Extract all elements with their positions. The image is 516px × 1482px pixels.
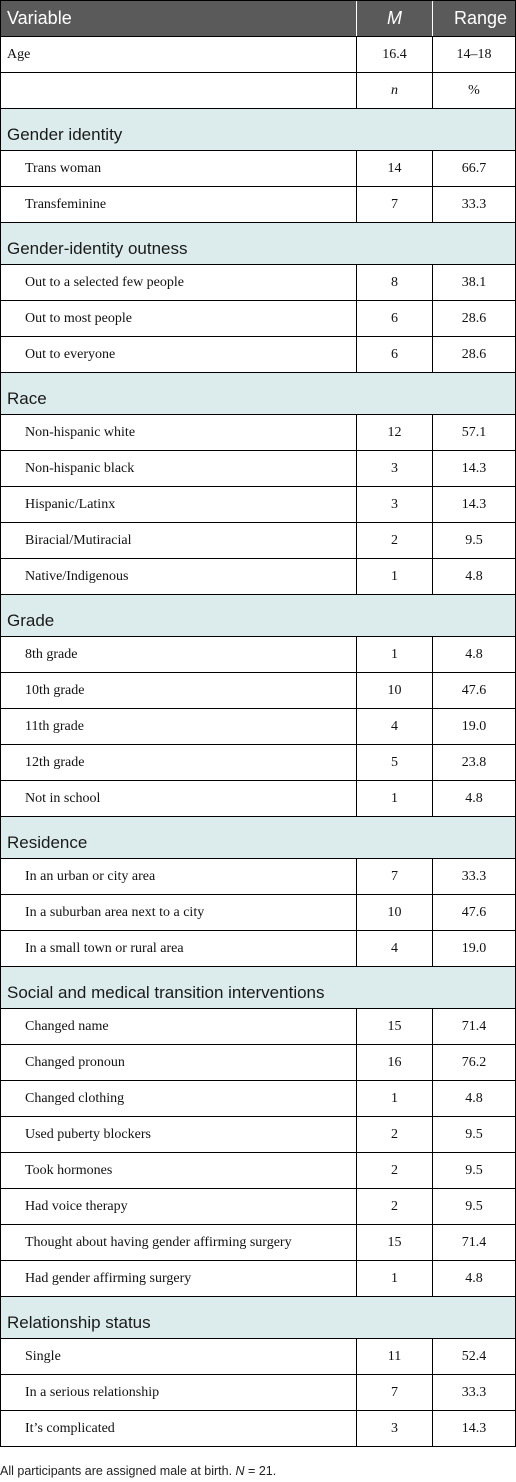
row-label: Transfeminine	[25, 196, 107, 212]
row-label: In a small town or rural area	[25, 940, 184, 956]
table-row	[0, 37, 516, 73]
table-row	[0, 745, 516, 781]
table-row	[0, 637, 516, 673]
row-pct: 9.5	[432, 1117, 515, 1152]
row-label: Took hormones	[25, 1162, 113, 1178]
row-label: Changed pronoun	[25, 1054, 125, 1070]
row-label: It’s complicated	[25, 1420, 115, 1436]
row-n: 2	[356, 1153, 432, 1188]
row-label: Not in school	[25, 790, 101, 806]
row-n: n	[356, 73, 432, 108]
section-heading: Social and medical transition interventions	[0, 967, 516, 1009]
row-n: 7	[356, 859, 432, 894]
row-pct: 33.3	[432, 859, 515, 894]
row-n: 11	[356, 1339, 432, 1374]
row-label: Trans woman	[25, 160, 102, 176]
row-label: In an urban or city area	[25, 868, 156, 884]
section-heading: Gender identity	[0, 109, 516, 151]
table-footnote	[0, 1464, 276, 1478]
section-heading: Race	[0, 373, 516, 415]
row-pct: 47.6	[432, 895, 515, 930]
row-n: 5	[356, 745, 432, 780]
row-pct: 4.8	[432, 637, 515, 672]
row-pct: 4.8	[432, 1261, 515, 1296]
table-row	[0, 931, 516, 967]
table-header-row	[0, 0, 516, 37]
row-pct: 4.8	[432, 1081, 515, 1116]
row-label: Out to a selected few people	[25, 274, 184, 290]
row-pct: 71.4	[432, 1225, 515, 1260]
row-n: 7	[356, 1375, 432, 1410]
row-label: In a serious relationship	[25, 1384, 160, 1400]
row-n: 16	[356, 1045, 432, 1080]
footnote-n-label: N	[235, 1464, 245, 1478]
row-n: 16.4	[356, 37, 432, 72]
row-n: 10	[356, 895, 432, 930]
row-pct: 28.6	[432, 301, 515, 336]
row-pct: 33.3	[432, 187, 515, 222]
row-label: Used puberty blockers	[25, 1126, 151, 1142]
table-row	[0, 859, 516, 895]
table-row	[0, 1153, 516, 1189]
row-label: Had voice therapy	[25, 1198, 128, 1214]
row-n: 6	[356, 337, 432, 372]
row-label: Hispanic/Latinx	[25, 496, 116, 512]
row-label: 12th grade	[25, 754, 85, 770]
table-row	[0, 151, 516, 187]
table-row	[0, 1081, 516, 1117]
row-pct: 52.4	[432, 1339, 515, 1374]
section-heading: Relationship status	[0, 1297, 516, 1339]
table-row	[0, 187, 516, 223]
header-m: M	[356, 1, 432, 36]
table-row	[0, 301, 516, 337]
footnote-text-a: All participants are assigned male at birth.	[0, 1464, 236, 1478]
row-n: 6	[356, 301, 432, 336]
table-row	[0, 895, 516, 931]
table-row	[0, 73, 516, 109]
table-row	[0, 1339, 516, 1375]
row-label: Thought about having gender affirming surgery	[25, 1234, 292, 1250]
row-pct: 71.4	[432, 1009, 515, 1044]
table-row	[0, 1261, 516, 1297]
row-pct: 23.8	[432, 745, 515, 780]
table-row	[0, 781, 516, 817]
table-row	[0, 451, 516, 487]
table-row	[0, 559, 516, 595]
row-label: Out to most people	[25, 310, 132, 326]
row-n: 3	[356, 487, 432, 522]
row-label: 10th grade	[25, 682, 85, 698]
row-pct: %	[432, 73, 515, 108]
row-n: 7	[356, 187, 432, 222]
row-n: 1	[356, 781, 432, 816]
table-row	[0, 337, 516, 373]
row-n: 2	[356, 523, 432, 558]
row-pct: 9.5	[432, 523, 515, 558]
row-pct: 38.1	[432, 265, 515, 300]
row-label: Non-hispanic black	[25, 460, 135, 476]
table-row	[0, 1009, 516, 1045]
row-label: Changed name	[25, 1018, 109, 1034]
row-n: 1	[356, 637, 432, 672]
row-label: Single	[25, 1348, 61, 1364]
section-heading: Residence	[0, 817, 516, 859]
row-n: 2	[356, 1117, 432, 1152]
row-n: 2	[356, 1189, 432, 1224]
row-pct: 14.3	[432, 451, 515, 486]
row-pct: 14.3	[432, 1411, 515, 1446]
row-n: 3	[356, 451, 432, 486]
row-pct: 4.8	[432, 781, 515, 816]
table-row	[0, 265, 516, 301]
row-pct: 14.3	[432, 487, 515, 522]
header-range: Range	[432, 1, 515, 36]
row-n: 15	[356, 1009, 432, 1044]
row-n: 8	[356, 265, 432, 300]
row-pct: 9.5	[432, 1153, 515, 1188]
row-n: 10	[356, 673, 432, 708]
row-pct: 19.0	[432, 931, 515, 966]
table-row	[0, 1225, 516, 1261]
table-row	[0, 709, 516, 745]
table-row	[0, 415, 516, 451]
row-label: Changed clothing	[25, 1090, 125, 1106]
row-label: Native/Indigenous	[25, 568, 129, 584]
row-n: 1	[356, 559, 432, 594]
table-body	[0, 37, 516, 1447]
table-row	[0, 1045, 516, 1081]
row-pct: 76.2	[432, 1045, 515, 1080]
row-pct: 14–18	[432, 37, 515, 72]
table-row	[0, 523, 516, 559]
table-row	[0, 1189, 516, 1225]
row-pct: 47.6	[432, 673, 515, 708]
row-label: Out to everyone	[25, 346, 116, 362]
row-label: Biracial/Mutiracial	[25, 532, 132, 548]
row-n: 1	[356, 1261, 432, 1296]
row-pct: 33.3	[432, 1375, 515, 1410]
row-pct: 4.8	[432, 559, 515, 594]
row-n: 1	[356, 1081, 432, 1116]
row-label: 11th grade	[25, 718, 84, 734]
row-pct: 19.0	[432, 709, 515, 744]
table-row	[0, 1375, 516, 1411]
row-label: In a suburban area next to a city	[25, 904, 205, 920]
row-n: 3	[356, 1411, 432, 1446]
row-n: 4	[356, 709, 432, 744]
row-pct: 28.6	[432, 337, 515, 372]
row-label: Had gender affirming surgery	[25, 1270, 192, 1286]
row-n: 14	[356, 151, 432, 186]
table-row	[0, 1117, 516, 1153]
footnote-text-b: = 21.	[244, 1464, 277, 1478]
row-label	[1, 73, 356, 108]
table-row	[0, 487, 516, 523]
row-n: 4	[356, 931, 432, 966]
row-n: 15	[356, 1225, 432, 1260]
row-pct: 9.5	[432, 1189, 515, 1224]
row-pct: 57.1	[432, 415, 515, 450]
row-pct: 66.7	[432, 151, 515, 186]
row-label: 8th grade	[25, 646, 78, 662]
table-row	[0, 673, 516, 709]
section-heading: Gender-identity outness	[0, 223, 516, 265]
row-label: Age	[7, 46, 31, 62]
header-variable: Variable	[7, 8, 72, 28]
row-n: 12	[356, 415, 432, 450]
row-label: Non-hispanic white	[25, 424, 136, 440]
table-row	[0, 1411, 516, 1447]
section-heading: Grade	[0, 595, 516, 637]
